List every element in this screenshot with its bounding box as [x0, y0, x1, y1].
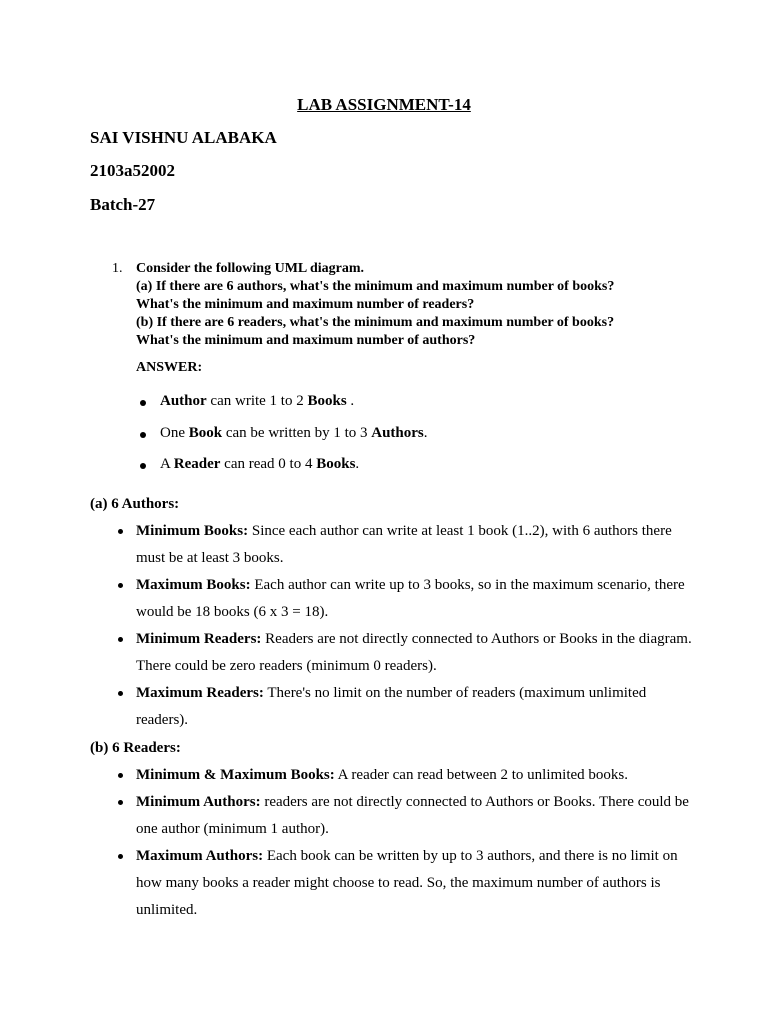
list-item [136, 680, 696, 734]
item-text: Since each author can write at least 1 book (1..2), with 6 authors there must be at least 3 books. [136, 523, 672, 566]
item-label: Maximum Authors: [136, 848, 264, 864]
section-b-heading: (b) 6 Readers: [90, 740, 181, 756]
question-1 [112, 260, 672, 350]
point-text: . [355, 456, 360, 472]
question-number: 1. [112, 261, 123, 276]
student-batch: Batch-27 [90, 195, 156, 214]
list-item [136, 762, 696, 789]
item-text: Each author can write up to 3 books, so in the maximum scenario, there would be 18 books (6 x 3 = 18). [136, 577, 685, 620]
item-label: Maximum Readers: [136, 685, 264, 701]
term: Author [160, 393, 207, 409]
item-text: Each book can be written by up to 3 authors, and there is no limit on how many books a reader might choose to read. So, the maximum number of authors is unlimited. [136, 848, 678, 918]
question-text [136, 260, 672, 350]
item-text: Readers are not directly connected to Authors or Books in the diagram. There could be zero readers (minimum 0 readers). [136, 631, 692, 674]
question-line: (b) If there are 6 readers, what's the minimum and maximum number of books? [136, 315, 615, 330]
term: Book [188, 425, 223, 441]
question-line: What's the minimum and maximum number of authors? [136, 333, 476, 348]
document-title [0, 95, 768, 115]
section-a-heading: (a) 6 Authors: [90, 496, 180, 512]
list-item [136, 843, 696, 924]
term: Books [307, 393, 347, 409]
title-text: LAB ASSIGNMENT-14 [297, 95, 471, 114]
point-text: can be written by 1 to 3 [222, 425, 372, 441]
term: Reader [173, 456, 221, 472]
item-label: Minimum Books: [136, 523, 249, 539]
student-name: SAI VISHNU ALABAKA [90, 128, 277, 147]
point-text: . [346, 393, 355, 409]
question-line: What's the minimum and maximum number of readers? [136, 297, 475, 312]
item-label: Minimum Readers: [136, 631, 262, 647]
item-label: Minimum Authors: [136, 794, 261, 810]
student-roll: 2103a52002 [90, 161, 175, 180]
item-text: A reader can read between 2 to unlimited books. [334, 767, 628, 783]
list-item [136, 572, 696, 626]
list-item [136, 789, 696, 843]
answer-label: ANSWER: [136, 360, 203, 375]
point-text: can read 0 to 4 [220, 456, 317, 472]
term: Authors [371, 425, 424, 441]
question-line: Consider the following UML diagram. [136, 261, 365, 276]
point-text: . [423, 425, 428, 441]
item-label: Maximum Books: [136, 577, 251, 593]
point-text: A [160, 456, 174, 472]
answer-point [160, 393, 354, 410]
question-line: (a) If there are 6 authors, what's the minimum and maximum number of books? [136, 279, 615, 294]
item-text: readers are not directly connected to Authors or Books. There could be one author (minimum 1 author). [136, 794, 689, 837]
list-item [136, 518, 696, 572]
list-item [136, 626, 696, 680]
item-text: There's no limit on the number of readers (maximum unlimited readers). [136, 685, 647, 728]
answer-point [160, 456, 359, 473]
term: Books [316, 456, 356, 472]
item-label: Minimum & Maximum Books: [136, 767, 335, 783]
point-text: can write 1 to 2 [206, 393, 308, 409]
answer-point [160, 425, 428, 442]
point-text: One [160, 425, 189, 441]
